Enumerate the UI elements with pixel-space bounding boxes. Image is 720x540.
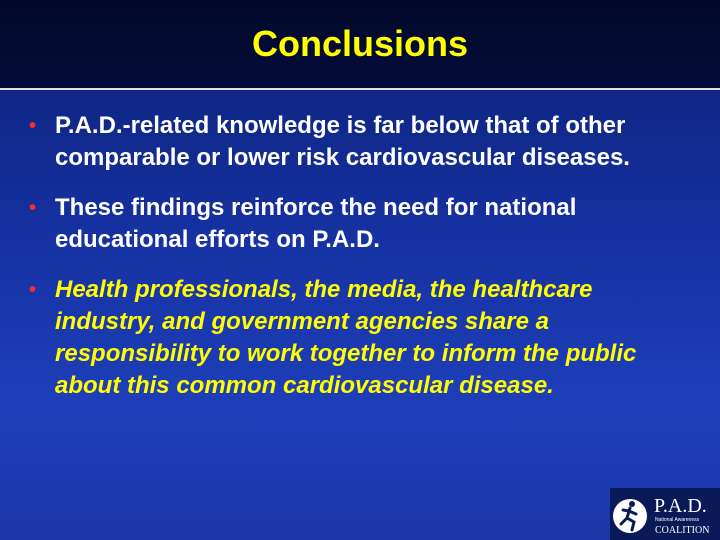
logo-tagline: National Awareness (655, 517, 700, 523)
bullet-item-3 (25, 274, 695, 402)
bullet-icon: • (29, 197, 37, 219)
bullet-text: These findings reinforce the need for national educational efforts on P.A.D. (55, 194, 577, 253)
runner-icon (613, 499, 647, 533)
title-divider (0, 88, 720, 90)
logo-subname: COALITION (655, 525, 710, 536)
bullet-icon: • (29, 279, 37, 301)
bullet-list (25, 110, 695, 420)
bullet-item-2 (25, 192, 695, 256)
bullet-item-1 (25, 110, 695, 174)
pad-coalition-logo (610, 488, 720, 540)
logo-name: P.A.D. (654, 495, 707, 517)
bullet-text: Health professionals, the media, the healthcare industry, and government agencies share a responsibility to work together to inform the public about this common cardiovascular disease. (55, 276, 637, 399)
bullet-text: P.A.D.-related knowledge is far below that of other comparable or lower risk cardiovascular diseases. (55, 112, 630, 171)
bullet-icon: • (29, 115, 37, 137)
slide-title: Conclusions (251, 23, 469, 64)
